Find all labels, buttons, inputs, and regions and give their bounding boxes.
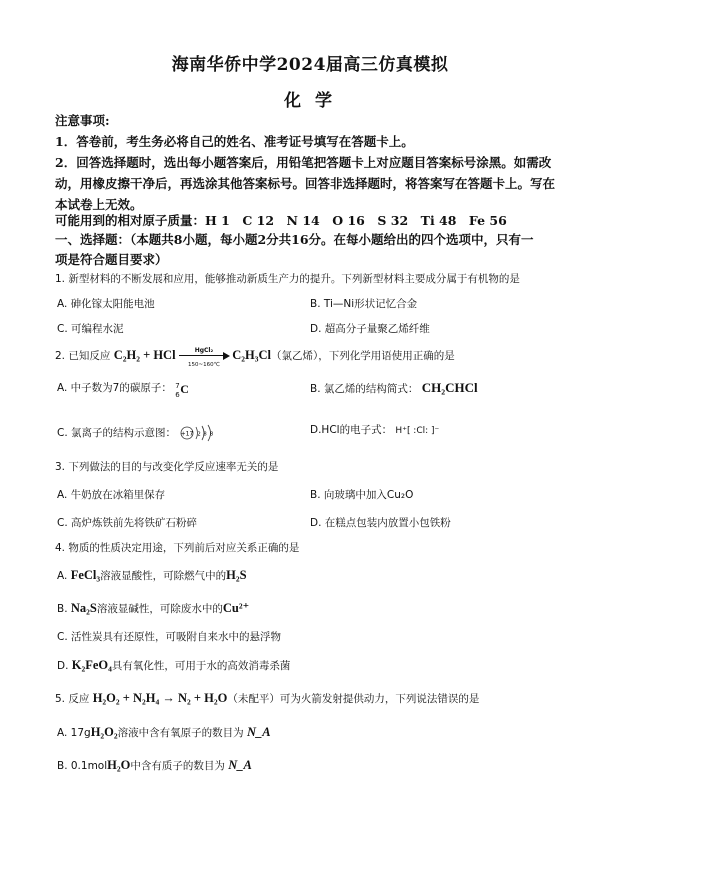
q1-option-c: C. 可编程水泥 — [57, 323, 124, 335]
arrow-condition-bottom: 150~160℃ — [188, 362, 220, 368]
q2-stem-pre: 2. 已知反应 — [55, 350, 111, 362]
q4-option-a — [57, 567, 247, 584]
q4-option-a-label: A. — [57, 570, 68, 582]
q2-option-a — [57, 380, 191, 399]
q5-option-a-mass: A. 17g — [57, 727, 91, 739]
q4-stem: 4. 物质的性质决定用途，下列前后对应关系正确的是 — [55, 542, 300, 554]
q2-reactant-2: HCl — [153, 348, 176, 362]
section-heading-cont: 项是符合题目要求） — [55, 252, 168, 267]
chloride-ion-structure-diagram — [179, 422, 219, 444]
q4-option-d-label: D. — [57, 660, 69, 672]
q3-option-b — [310, 487, 413, 503]
q4-option-b — [57, 600, 249, 617]
atomic-mass-line: 可能用到的相对原子质量：H 1 C 12 N 14 O 16 S 32 Ti 48 Fe 56 — [55, 213, 507, 228]
q5-option-b-amount: B. 0.1mol — [57, 760, 108, 772]
q5-stem-post: （未配平）可为火箭发射提供动力，下列说法错误的是 — [227, 693, 480, 705]
q2-plus: + — [139, 348, 154, 362]
exam-subject: 化 学 — [284, 91, 336, 111]
exam-title: 海南华侨中学2024届高三仿真模拟 — [171, 55, 449, 75]
q4-option-b-text: 溶液显碱性，可除废水中的 — [96, 603, 223, 615]
q2-stem-post: （氯乙烯），下列化学用语使用正确的是 — [271, 350, 455, 362]
nuclide-element: C — [180, 382, 189, 396]
q1-option-a: A. 砷化镓太阳能电池 — [57, 298, 155, 310]
q4-h2s-formula: H₂S — [226, 568, 247, 582]
q3-option-a: A. 牛奶放在冰箱里保存 — [57, 489, 166, 501]
q4-fecl3-formula: FeCl₃ — [70, 568, 101, 582]
hcl-electron-formula: H⁺[ :Cl: ]⁻ — [395, 426, 440, 436]
electron-shell-1: 2 — [197, 431, 202, 438]
arrow-condition-top: HgCl₂ — [194, 347, 214, 354]
q5-stem-pre: 5. 反应 — [55, 693, 90, 705]
q4-option-a-text: 溶液显酸性，可除燃气中的 — [100, 570, 227, 582]
q4-na2s-formula: Na₂S — [70, 601, 97, 615]
q5-h2o2-formula: H₂O₂ — [90, 725, 118, 739]
q4-k2feo4-formula: K₂FeO₄ — [71, 658, 112, 672]
q2-stem — [55, 347, 455, 368]
notes-heading: 注意事项: — [55, 113, 110, 128]
q3-option-c: C. 高炉炼铁前先将铁矿石粉碎 — [57, 517, 198, 529]
q1-option-d: D. 超高分子量聚乙烯纤维 — [310, 323, 430, 335]
q4-option-c: C. 活性炭具有还原性，可吸附自来水中的悬浮物 — [57, 631, 282, 643]
q2-option-d — [310, 422, 439, 439]
q3-option-b-text: B. 向玻璃中加入 — [310, 489, 387, 501]
q4-cu-ion-formula: Cu²⁺ — [222, 601, 250, 615]
note-item: 2．回答选择题时，选出每小题答案后，用铅笔把答题卡上对应题目答案标号涂黑。如需改 — [55, 155, 552, 170]
q5-option-a-text: 溶液中含有氧原子的数目为 — [117, 727, 244, 739]
q1-option-b: B. Ti—Ni形状记忆合金 — [310, 298, 418, 310]
q5-option-b-text: 中含有质子的数目为 — [130, 760, 225, 772]
q2-option-a-text: A. 中子数为7的碳原子： — [57, 382, 172, 394]
q4-option-b-label: B. — [57, 603, 68, 615]
q2-option-b — [310, 380, 478, 397]
q2-option-b-text: B. 氯乙烯的结构简式： — [310, 383, 419, 395]
q5-h2o-formula: H₂O — [107, 758, 131, 772]
nucleus-charge-label: +17 — [181, 430, 194, 438]
electron-shell-2: 8 — [203, 431, 208, 438]
section-heading: 一、选择题：（本题共8小题，每小题2分共16分。在每小题给出的四个选项中，只有一 — [55, 232, 534, 247]
electron-shell-3: 8 — [210, 431, 214, 438]
note-item: 1．答卷前，考生务必将自己的姓名、准考证号填写在答题卡上。 — [55, 134, 414, 149]
q2-option-d-text: D.HCl的电子式： — [310, 424, 393, 436]
q5-stem — [55, 690, 479, 707]
q2-product: C₂H₃Cl — [232, 348, 271, 362]
q2-reactant-1: C₂H₂ — [113, 348, 140, 362]
q2-option-c-text: C. 氯离子的结构示意图： — [57, 427, 177, 439]
q5-reaction-equation: H₂O₂ + N₂H₄ → N₂ + H₂O — [92, 691, 228, 705]
avogadro-constant: N_A — [247, 725, 271, 739]
q3-cu2o-formula: Cu₂O — [386, 489, 414, 501]
q5-option-b — [57, 757, 252, 774]
q1-stem: 1. 新型材料的不断发展和应用，能够推动新质生产力的提升。下列新型材料主要成分属于有机物的是 — [55, 273, 520, 285]
avogadro-constant: N_A — [228, 758, 252, 772]
nuclide-symbol — [175, 380, 191, 399]
note-item: 动，用橡皮擦干净后，再选涂其他答案标号。回答非选择题时，将答案写在答题卡上。写在 — [55, 176, 556, 191]
nuclide-mass-number: 7 — [175, 382, 180, 390]
q4-option-d — [57, 657, 290, 674]
note-item: 本试卷上无效。 — [55, 197, 143, 212]
reaction-arrow — [179, 347, 229, 368]
q2-option-c — [57, 422, 219, 444]
q3-option-d: D. 在糕点包装内放置小包铁粉 — [310, 517, 451, 529]
q2-vinyl-chloride-formula: CH₂CHCl — [421, 380, 478, 395]
q5-option-a — [57, 724, 271, 741]
q3-stem: 3. 下列做法的目的与改变化学反应速率无关的是 — [55, 461, 279, 473]
nuclide-atomic-number: 6 — [175, 391, 180, 399]
q4-option-d-text: 具有氧化性，可用于水的高效消毒杀菌 — [111, 660, 291, 672]
